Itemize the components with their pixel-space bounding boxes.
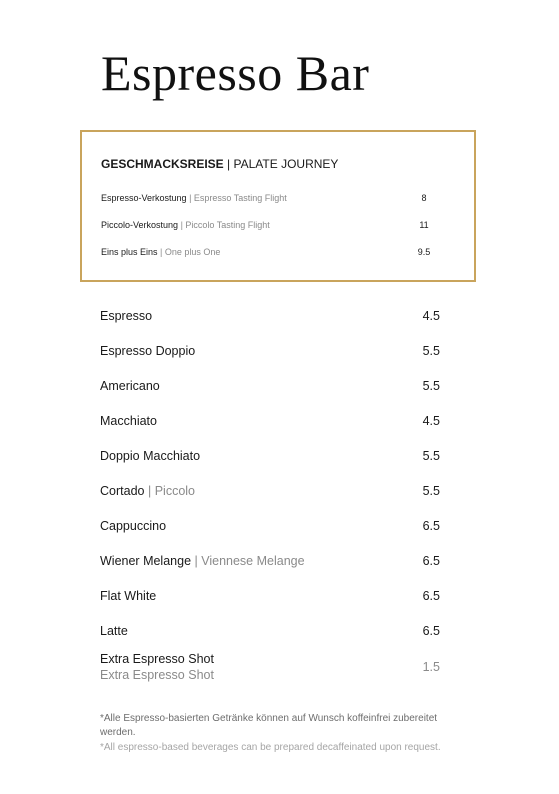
menu-item-price: 6.5 bbox=[422, 624, 440, 638]
menu-item-name: Wiener Melange bbox=[100, 554, 192, 568]
flight-item-separator: | bbox=[160, 247, 163, 257]
flight-item bbox=[101, 220, 434, 234]
menu-item bbox=[100, 379, 440, 393]
flight-heading-en: PALATE JOURNEY bbox=[233, 157, 339, 171]
tasting-flight-box bbox=[80, 130, 476, 282]
menu-item-price: 5.5 bbox=[422, 344, 440, 358]
flight-heading-separator: | bbox=[227, 157, 231, 171]
menu-item-price: 4.5 bbox=[422, 414, 440, 428]
flight-item bbox=[101, 193, 434, 207]
menu-item bbox=[100, 651, 440, 683]
flight-heading bbox=[101, 157, 338, 171]
menu-item-name: Americano bbox=[100, 379, 160, 393]
menu-item-name: Cappuccino bbox=[100, 519, 167, 533]
flight-item-separator: | bbox=[180, 220, 183, 230]
flight-item-separator: | bbox=[189, 193, 192, 203]
menu-item-name: Cortado bbox=[100, 484, 145, 498]
menu-item-price: 5.5 bbox=[422, 449, 440, 463]
flight-item-price: 8 bbox=[421, 193, 427, 203]
menu-item bbox=[100, 449, 440, 463]
menu-item-name: Extra Espresso Shot bbox=[100, 652, 214, 666]
flight-item-price: 11 bbox=[419, 220, 429, 230]
flight-heading-de: GESCHMACKSREISE bbox=[101, 157, 224, 171]
page-title: Espresso Bar bbox=[101, 45, 370, 101]
flight-item-name-de: Piccolo-Verkostung bbox=[101, 220, 179, 230]
menu-item-name: Doppio Macchiato bbox=[100, 449, 201, 463]
flight-item-name-en: Piccolo Tasting Flight bbox=[185, 220, 270, 230]
flight-item-name-de: Eins plus Eins bbox=[101, 247, 158, 257]
menu-item bbox=[100, 309, 440, 323]
menu-item-separator: | bbox=[194, 554, 198, 568]
menu-item-name: Flat White bbox=[100, 589, 157, 603]
menu-item-name: Espresso bbox=[100, 309, 153, 323]
menu-item-price: 5.5 bbox=[422, 484, 440, 498]
menu-item bbox=[100, 554, 440, 568]
footnote-de: *Alle Espresso-basierten Getränke können auf Wunsch koffeinfrei zubereitet werden. bbox=[100, 713, 438, 738]
flight-item-price: 9.5 bbox=[417, 247, 431, 257]
menu-item-price: 4.5 bbox=[422, 309, 440, 323]
menu-item bbox=[100, 484, 440, 498]
menu-item-name-en: Viennese Melange bbox=[201, 554, 305, 568]
menu-item bbox=[100, 589, 440, 603]
menu-item-price: 1.5 bbox=[422, 660, 440, 674]
menu-item-name: Macchiato bbox=[100, 414, 157, 428]
menu-item-name: Espresso Doppio bbox=[100, 344, 196, 358]
menu-item bbox=[100, 344, 440, 358]
menu-item-name: Latte bbox=[100, 624, 128, 638]
menu-item bbox=[100, 624, 440, 638]
menu-item-price: 6.5 bbox=[422, 589, 440, 603]
menu-item-price: 6.5 bbox=[422, 519, 440, 533]
menu-item-price: 6.5 bbox=[422, 554, 440, 568]
menu-item-name-en: Piccolo bbox=[154, 484, 195, 498]
menu-item bbox=[100, 414, 440, 428]
menu-item-price: 5.5 bbox=[422, 379, 440, 393]
flight-item bbox=[101, 247, 434, 261]
menu-item bbox=[100, 519, 440, 533]
flight-item-name-en: One plus One bbox=[164, 247, 221, 257]
menu-item-separator: | bbox=[147, 484, 152, 498]
menu-item-name-en: Extra Espresso Shot bbox=[100, 668, 214, 682]
flight-item-name-de: Espresso-Verkostung bbox=[101, 193, 187, 203]
flight-item-name-en: Espresso Tasting Flight bbox=[193, 193, 287, 203]
footnote-en: *All espresso-based beverages can be prepared decaffeinated upon request. bbox=[100, 742, 441, 753]
